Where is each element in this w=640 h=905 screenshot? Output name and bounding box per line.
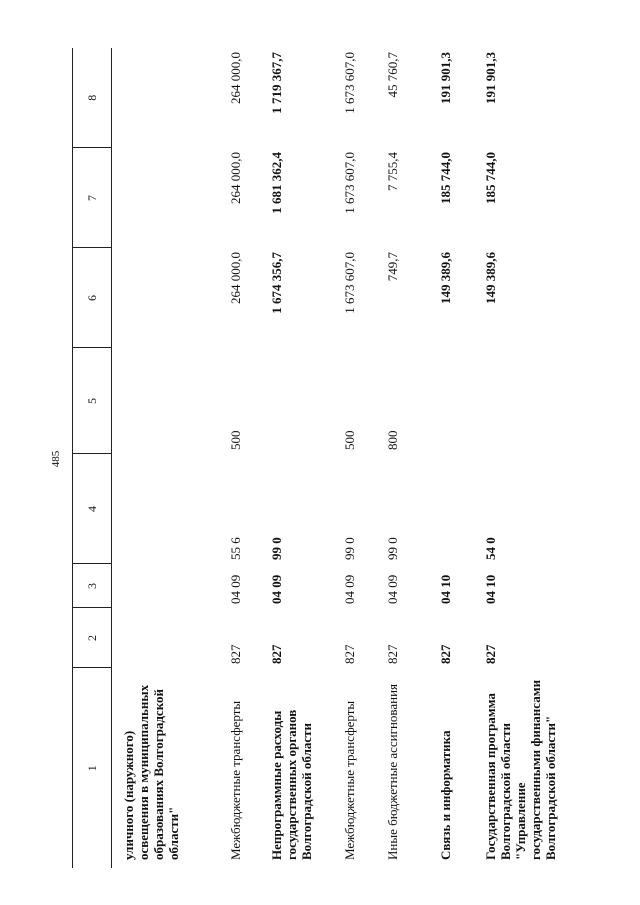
header-col-8: 8 xyxy=(73,48,112,148)
row-col2: 827 xyxy=(438,644,453,664)
row-col3: 04 09 xyxy=(269,574,284,604)
row-name: Государственная программа Волгоградской области "Управление государственными финансами Волгоградской области" xyxy=(483,679,558,860)
row-col8 xyxy=(112,48,220,148)
row-col8: 1 673 607,0 xyxy=(342,52,357,114)
header-col-4: 4 xyxy=(73,454,112,564)
row-col7: 1 673 607,0 xyxy=(342,152,357,214)
row-name: Непрограммные расходы государственных органов Волгоградской области xyxy=(269,709,314,860)
row-col3: 04 09 xyxy=(228,574,243,604)
row-col6: 149 389,6 xyxy=(483,252,498,304)
budget-table xyxy=(72,48,613,868)
row-col6: 1 674 356,7 xyxy=(269,252,284,314)
row-col8: 191 901,3 xyxy=(483,52,498,104)
row-name: Связь и информатика xyxy=(438,730,453,860)
row-name: Межбюджетные трансферты xyxy=(342,700,357,860)
row-col6: 749,7 xyxy=(385,252,400,282)
row-col3: 04 10 xyxy=(483,574,498,604)
header-col-3: 3 xyxy=(73,564,112,608)
table-row xyxy=(219,48,260,868)
row-col8: 264 000,0 xyxy=(228,52,243,104)
header-row xyxy=(73,48,112,868)
row-col4: 99 0 xyxy=(342,537,357,560)
row-col7 xyxy=(112,148,220,248)
table-row xyxy=(260,48,333,868)
budget-table-rotated xyxy=(72,48,558,868)
row-col7: 1 681 362,4 xyxy=(269,152,284,214)
header-col-2: 2 xyxy=(73,608,112,668)
row-name: Иные бюджетные ассигнования xyxy=(385,683,400,860)
row-col5: 800 xyxy=(385,430,400,450)
row-col5 xyxy=(429,348,474,454)
row-col2: 827 xyxy=(269,644,284,664)
row-col5: 500 xyxy=(342,430,357,450)
table-row xyxy=(333,48,376,868)
row-col3: 04 09 xyxy=(342,574,357,604)
row-col5 xyxy=(474,348,613,454)
row-col5 xyxy=(112,348,220,454)
page-number: 485 xyxy=(50,450,62,468)
row-col2 xyxy=(112,608,220,668)
table-row xyxy=(112,48,220,868)
row-col4: 99 0 xyxy=(269,537,284,560)
row-col7: 264 000,0 xyxy=(228,152,243,204)
row-col8: 191 901,3 xyxy=(438,52,453,104)
row-col4 xyxy=(429,454,474,564)
row-col2: 827 xyxy=(385,644,400,664)
row-col6: 264 000,0 xyxy=(228,252,243,304)
row-col2: 827 xyxy=(342,644,357,664)
header-col-6: 6 xyxy=(73,248,112,348)
row-col7: 185 744,0 xyxy=(438,152,453,204)
row-col6: 1 673 607,0 xyxy=(342,252,357,314)
header-col-7: 7 xyxy=(73,148,112,248)
row-col7: 7 755,4 xyxy=(385,152,400,191)
row-col4: 55 6 xyxy=(228,537,243,560)
row-col3: 04 10 xyxy=(438,574,453,604)
row-col5 xyxy=(260,348,333,454)
row-col8: 1 719 367,7 xyxy=(269,52,284,114)
row-col8: 45 760,7 xyxy=(385,52,400,98)
table-row xyxy=(376,48,429,868)
table-row xyxy=(429,48,474,868)
row-col3 xyxy=(112,564,220,608)
row-name: уличного (наружного) освещения в муниципальных образованиях Волгоградской области" xyxy=(121,684,181,860)
row-col4: 54 0 xyxy=(483,537,498,560)
header-col-1: 1 xyxy=(73,668,112,868)
row-col2: 827 xyxy=(228,644,243,664)
row-name: Межбюджетные трансферты xyxy=(228,700,243,860)
header-col-5: 5 xyxy=(73,348,112,454)
row-col2: 827 xyxy=(483,644,498,664)
table-row xyxy=(474,48,613,868)
row-col3: 04 09 xyxy=(385,574,400,604)
row-col5: 500 xyxy=(228,430,243,450)
row-col6 xyxy=(112,248,220,348)
row-col4 xyxy=(112,454,220,564)
row-col4: 99 0 xyxy=(385,537,400,560)
row-col6: 149 389,6 xyxy=(438,252,453,304)
row-col7: 185 744,0 xyxy=(483,152,498,204)
